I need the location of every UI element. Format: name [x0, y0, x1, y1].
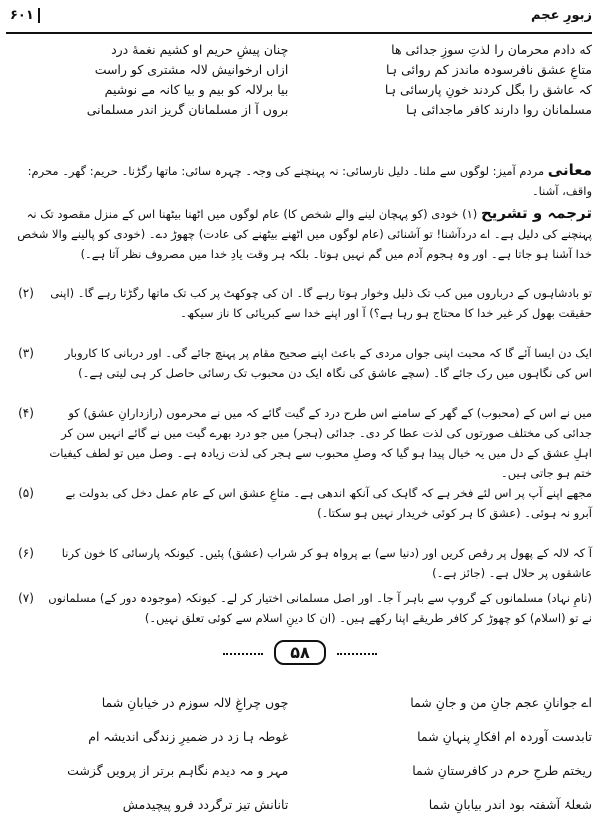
- item-text: ایک دن ایسا آئے گا کہ محبت اپنی جواں مردی کے باعث اپنے صحیح مقام پر پہنچ جائے گی۔ اور دربانی کا کاروبار اس کی نگاہوں میں رک جائے گا۔ (سچے عاشق کی نگاہ ایک دن محبوب تک رسائی حاصل کر ہی لیتی ہے۔): [64, 346, 592, 380]
- misra-right: چنان پیشِ حریم او کشیم نغمهٔ درد: [111, 42, 289, 57]
- item-text: تو بادشاہوں کے درباروں میں کب تک ذلیل وخوار ہوتا رہے گا۔ ان کی چوکھٹ پر کب تک ماتھا رگڑتا رہے گا۔ (اپنی حقیقت بھول کر غیر خدا کا محتاج ہو رہا ہے؟) آ اور اپنے خدا سے کبریائی کا ناز سیکھ۔: [50, 286, 592, 320]
- couplets-bottom: [8, 686, 592, 822]
- item-text: مجھے اپنے آپ پر اس لئے فخر ہے کہ گاہک کی آنکھ اندھی ہے۔ متاعِ عشق اس کے عام عمل دخل کی بدولت بے آبرو نہ ہوئی۔ (عشق کا ہر کوئی خریدار نہیں ہو سکتا۔): [65, 486, 592, 520]
- misra-left: که دادم محرمان را لذتِ سوزِ جدائی ها: [391, 42, 592, 57]
- misra-left: ریختم طرحِ حرم در کافرستانِ شما: [412, 763, 592, 778]
- translation-heading: ترجمہ و تشریح: [480, 204, 592, 222]
- dotted-rule: [223, 653, 263, 655]
- item-number: (۷): [18, 591, 34, 605]
- couplet: [8, 40, 592, 60]
- misra-right: غوطہ ہا زد در ضمیرِ زندگی اندیشہ ام: [88, 729, 289, 744]
- page-number: ۶۰۱: [6, 8, 40, 23]
- couplet: [8, 686, 592, 720]
- couplet: [8, 788, 592, 822]
- explanation-item: [8, 483, 592, 523]
- couplet: [8, 60, 592, 80]
- book-title: زبورِ عجم: [531, 8, 592, 23]
- section-number: ۵۸: [274, 640, 326, 665]
- item-text: (نامِ نہاد) مسلمانوں کے گروپ سے باہر آ جا۔ اور اصل مسلمانی اختیار کر لے۔ کیونکہ (موجودہ دور کے) مسلمانوں نے تو (اسلام) کو چھوڑ کر کافر طریقے اپنا رکھے ہیں۔ (ان کا دینِ اسلام سے کوئی تعلق نہیں۔): [48, 591, 592, 625]
- item-number: (۳): [18, 346, 34, 360]
- couplets-top: [8, 40, 592, 120]
- glossary-heading: معانی: [547, 161, 592, 179]
- couplet: [8, 80, 592, 100]
- couplet: [8, 754, 592, 788]
- misra-right: ازاں ارخوانیش لالہ مشتری کو راست: [94, 62, 289, 77]
- misra-right: تانانش تیز ترگردد فرو پیچیدمش: [122, 797, 289, 812]
- glossary-section: [8, 160, 592, 201]
- misra-left: اے جوانانِ عجم جانِ من و جانِ شما: [410, 695, 592, 710]
- misra-left: تابدست آوردہ ام افکارِ پنہانِ شما: [417, 729, 592, 744]
- couplet: [8, 720, 592, 754]
- misra-left: شعلۂ آشفتہ بود اندر بیابانِ شما: [428, 797, 592, 812]
- item-number: (۵): [18, 486, 34, 500]
- misra-right: چوں چراغِ لالہ سوزم در خیابانِ شما: [101, 695, 289, 710]
- explanation-item: [8, 343, 592, 383]
- glossary-text: مردم آمیز: لوگوں سے ملنا۔ دلیل نارسائی: نہ پہنچنے کی وجہ۔ چہرہ سائی: ماتھا رگڑنا۔ حریم: گھر۔ محرم: واقف، آشنا۔: [27, 164, 592, 198]
- explanation-item: [8, 588, 592, 628]
- page-header: [6, 8, 592, 34]
- misra-left: متاعِ عشق نافرسودہ ماندز کم روائی ہا: [385, 62, 592, 77]
- couplet: [8, 100, 592, 120]
- misra-left: کہ عاشق را بگل کردند خونِ پارسائی ہا: [384, 82, 592, 97]
- item-number: (۶): [18, 546, 34, 560]
- misra-right: بروں آ از مسلمانان گریز اندر مسلمانی: [86, 102, 289, 117]
- section-separator: [0, 640, 600, 670]
- item-text: آ کہ لالہ کے پھول پر رقص کریں اور (دنیا سے) بے پرواہ ہو کر شراب (عشق) پئیں۔ کیونکہ پارسائی کا خون کرنا عاشقوں پر حلال ہے۔ (جائز ہے۔): [61, 546, 592, 580]
- item-number: (۴): [18, 406, 34, 420]
- explanation-item: [8, 283, 592, 323]
- dotted-rule: [337, 653, 377, 655]
- misra-left: مسلمانان روا دارند کافر ماجدائی ہا: [406, 102, 592, 117]
- explanation-item: [8, 543, 592, 583]
- explanation-item: [8, 403, 592, 483]
- item-number: (۲): [18, 286, 34, 300]
- misra-right: مہر و مہ دیدم نگاہم برتر از پرویں گزشت: [67, 763, 289, 778]
- item-text: میں نے اس کے (محبوب) کے گھر کے سامنے اس طرح درد کے گیت گائے کہ میں نے محرموں (رازدارانِ عشق) کو جدائی کی مختلف صورتوں کی لذت عطا کر دی۔ جدائی (ہجر) میں جو درد بھرے گیت میں نے گائے انہیں سن کر اہلِ عشق کے دل میں یہ خیال پیدا ہو گیا کہ وصلِ محبوب سے ہجر کی لذت زیادہ ہے۔ وصل میں تو لطف کیفیات ختم ہو جاتی ہیں۔: [49, 406, 592, 480]
- translation-intro: (۱) خودی (کو پہچان لینے والے شخص کا) عام لوگوں میں اٹھنا بیٹھنا اس کے منزل مقصود تک نہ پہنچنے کی دلیل ہے۔ اے دردآشنا! تو آشنائی (عام لوگوں میں اٹھنے بیٹھنے کی عادت) چھوڑ دے۔ (خودی کو پالینے والا شخص خدا آشنا ہو جاتا ہے۔ اور وہ ہجوم آدم میں گم نہیں ہوتا۔ بلکہ ہر وقت یادِ خدا میں مصروف نظر آتا ہے۔): [17, 207, 592, 261]
- misra-right: بیا برلالہ کو بیم و بیا کانہ مے نوشیم: [104, 82, 289, 97]
- translation-section: [8, 203, 592, 264]
